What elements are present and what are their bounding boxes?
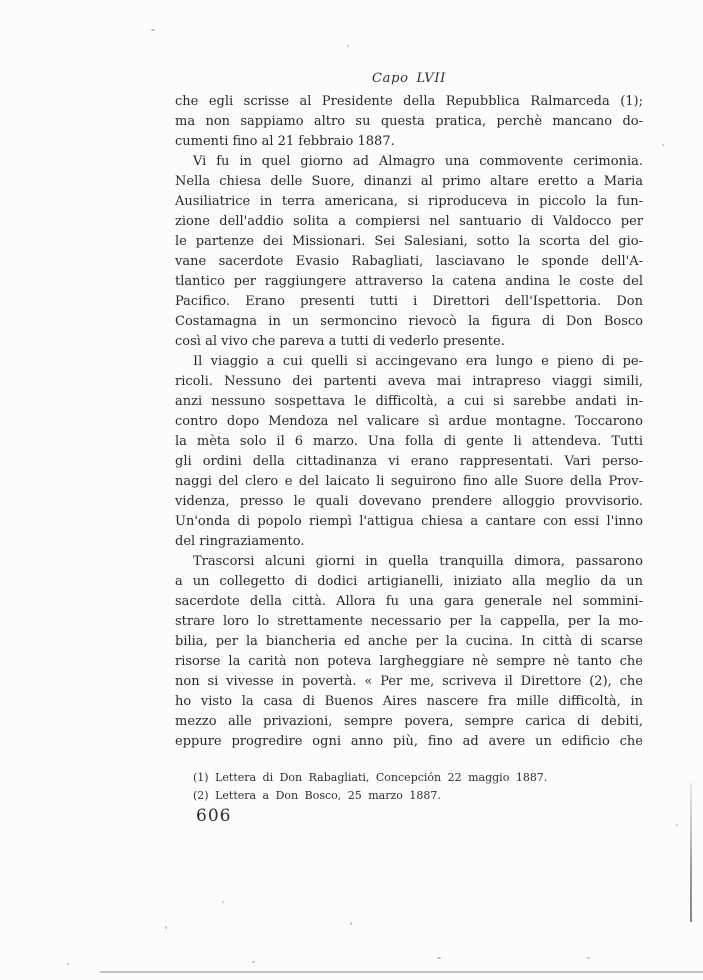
text-line: eppure progredire ogni anno più, fino ad avere un edificio che [175, 734, 643, 749]
text-line: anzi nessuno sospettava le difficoltà, a cui si sarebbe andati in- [175, 394, 643, 409]
text-line: così al vivo che pareva a tutti di vederlo presente. [175, 334, 505, 349]
text-line: che egli scrisse al Presidente della Repubblica Ralmarceda (1); [175, 94, 643, 109]
scan-edge-vertical-line [690, 783, 692, 922]
scan-speck [437, 957, 441, 959]
text-line: risorse la carità non poteva largheggiare nè sempre nè tanto che [175, 654, 643, 669]
text-line: Costamagna in un sermoncino rievocò la figura di Don Bosco [175, 314, 643, 329]
text-line: mezzo alle privazioni, sempre povera, sempre carica di debiti, [175, 714, 643, 729]
text-line: del ringraziamento. [175, 534, 305, 549]
body-text [175, 92, 643, 752]
text-line: cumenti fino al 21 febbraio 1887. [175, 134, 395, 149]
text-line: vane sacerdote Evasio Rabagliati, lasciavano le sponde dell'A- [175, 254, 643, 269]
text-line: sacerdote della città. Allora fu una gara generale nel sommini- [175, 594, 643, 609]
text-line: Vi fu in quel giorno ad Almagro una commovente cerimonia. [193, 154, 643, 169]
footnote: (1) Lettera di Don Rabagliati, Concepción 22 maggio 1887. [193, 771, 548, 784]
text-line: la mèta solo il 6 marzo. Una folla di gente li attendeva. Tutti [175, 434, 643, 449]
scan-speck [165, 926, 167, 929]
text-line: naggi del clero e del laicato li seguirono fino alle Suore della Prov- [175, 474, 643, 489]
text-line: videnza, presso le quali dovevano prendere alloggio provvisorio. [175, 494, 643, 509]
text-line: le partenze dei Missionari. Sei Salesiani, sotto la scorta del gio- [175, 234, 643, 249]
scan-speck [67, 963, 69, 965]
chapter-header: Capo LVII [371, 71, 447, 86]
text-line: ricoli. Nessuno dei partenti aveva mai intrapreso viaggi simili, [175, 374, 643, 389]
text-line: Ausiliatrice in terra americana, si riproduceva in piccolo la fun- [175, 194, 643, 209]
text-line: contro dopo Mendoza nel valicare sì ardue montagne. Toccarono [175, 414, 643, 429]
text-line: Il viaggio a cui quelli si accingevano era lungo e pieno di pe- [193, 354, 643, 369]
scan-speck [222, 901, 224, 903]
scan-speck [676, 824, 678, 826]
text-line: a un collegetto di dodici artigianelli, iniziato alla meglio da un [175, 574, 643, 589]
text-line: ho visto la casa di Buenos Aires nascere fra mille difficoltà, in [175, 694, 643, 709]
text-line: Un'onda di popolo riempì l'attigua chiesa a cantare con essi l'inno [175, 514, 643, 529]
scan-speck [347, 45, 349, 47]
text-line: non si vivesse in povertà. « Per me, scriveva il Direttore (2), che [175, 674, 643, 689]
footnotes [193, 769, 653, 805]
scan-speck [252, 961, 255, 963]
scan-edge-bottom-line [100, 971, 703, 973]
text-line: gli ordini della cittadinanza vi erano rappresentati. Vari perso- [175, 454, 643, 469]
footnote: (2) Lettera a Don Bosco, 25 marzo 1887. [193, 789, 441, 802]
page-number: 606 [196, 806, 232, 826]
text-line: strare loro lo strettamente necessario per la cappella, per la mo- [175, 614, 643, 629]
text-line: Pacifico. Erano presenti tutti i Direttori dell'Ispettoria. Don [175, 294, 643, 309]
text-line: tlantico per raggiungere attraverso la catena andina le coste del [175, 274, 643, 289]
scan-speck [587, 957, 590, 959]
scan-speck [662, 144, 664, 146]
text-line: bilia, per la biancheria ed anche per la cucina. In città di scarse [175, 634, 643, 649]
text-line: Trascorsi alcuni giorni in quella tranquilla dimora, passarono [193, 554, 643, 569]
scan-speck [350, 922, 352, 925]
text-line: Nella chiesa delle Suore, dinanzi al primo altare eretto a Maria [175, 174, 643, 189]
text-line: zione dell'addio solita a compiersi nel santuario di Valdocco per [175, 214, 643, 229]
scan-speck [151, 29, 155, 31]
text-line: ma non sappiamo altro su questa pratica, perchè mancano do- [175, 114, 643, 129]
